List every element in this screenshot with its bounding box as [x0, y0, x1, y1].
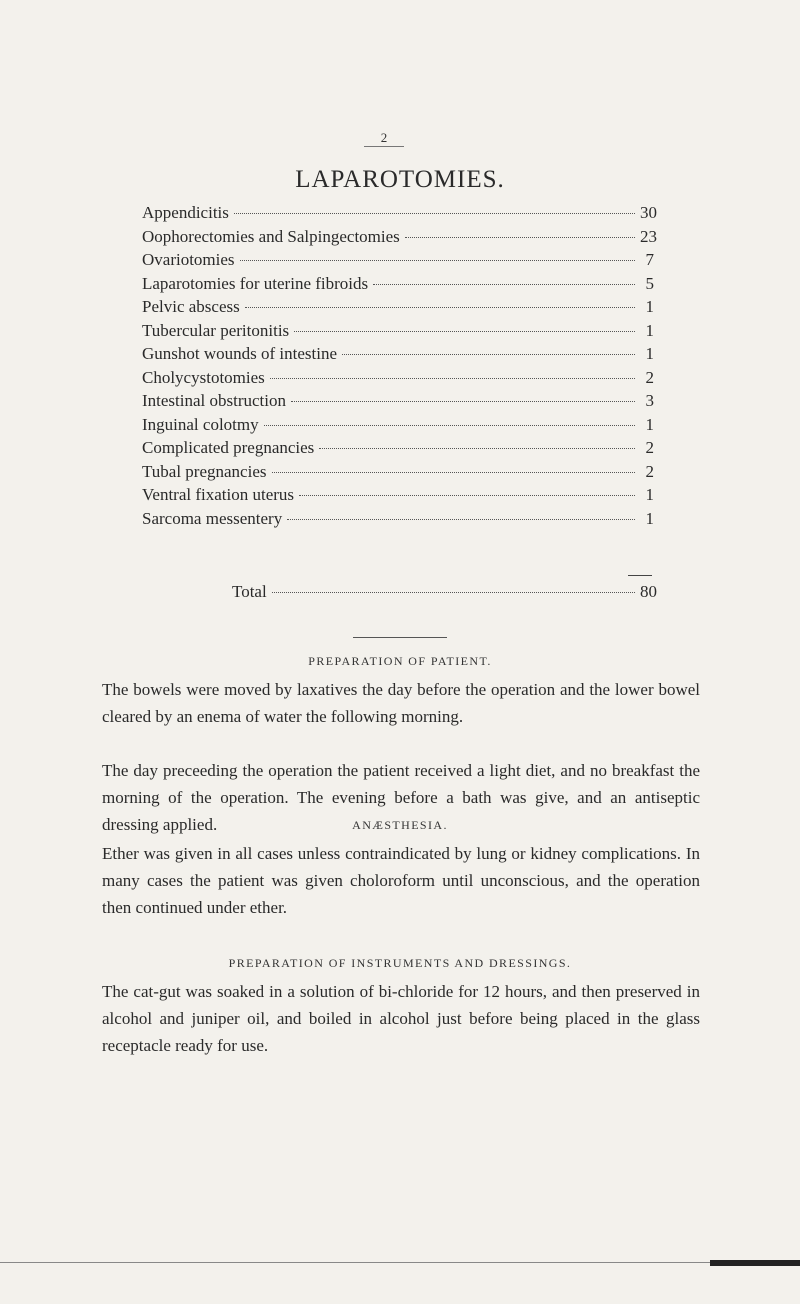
operation-count: 1: [645, 297, 654, 316]
operation-count: 1: [645, 320, 654, 340]
dot-leader: [240, 260, 635, 261]
section-heading-preparation-of-instruments: PREPARATION OF INSTRUMENTS AND DRESSINGS.: [228, 956, 572, 970]
paragraph: Ether was given in all cases unless contraindicated by lung or kidney complications. In many cases the patient was given choloroform until unconscious, and the operation then continued under ether.: [102, 844, 700, 917]
operation-count: 1: [645, 344, 654, 363]
dot-leader: [272, 472, 636, 473]
page-title: LAPAROTOMIES.: [295, 166, 505, 193]
operation-label: Ventral fixation uterus: [142, 485, 295, 504]
operation-count: 5: [645, 273, 654, 293]
dot-leader: [299, 495, 635, 496]
dot-leader: [342, 354, 635, 355]
paragraph: The cat-gut was soaked in a solution of bi-chloride for 12 hours, and then preserved in alcohol and juniper oil, and boiled in alcohol just before being placed in the glass receptacle ready for use.: [102, 982, 700, 1055]
list-item: [142, 297, 654, 321]
operation-label: Tubal pregnancies: [142, 461, 267, 481]
list-item: [142, 391, 654, 415]
total-label: Total: [232, 582, 267, 601]
total-count: 80: [640, 582, 657, 601]
dot-leader: [319, 448, 635, 449]
list-item: [142, 368, 654, 392]
dot-leader: [294, 331, 635, 332]
dot-leader: [291, 401, 635, 402]
operation-label: Intestinal obstruction: [142, 391, 287, 410]
binding-edge-mark: [710, 1260, 800, 1266]
page-number: 2: [364, 130, 404, 147]
operation-label: Pelvic abscess: [142, 297, 240, 316]
section-heading-anaesthesia: ANÆSTHESIA.: [352, 818, 448, 832]
list-item: [142, 485, 654, 509]
dot-leader: [245, 307, 635, 308]
dot-leader: [373, 284, 635, 285]
page-frame-line: [0, 1262, 800, 1263]
operation-count: 23: [640, 226, 657, 246]
operation-label: Appendicitis: [142, 203, 229, 222]
list-item: [142, 321, 654, 345]
list-item: [142, 344, 654, 368]
operation-label: Ovariotomies: [142, 250, 235, 269]
paragraph: The bowels were moved by laxatives the day before the operation and the lower bowel cleared by an enema of water the following morning.: [102, 680, 700, 726]
operation-count: 30: [640, 203, 657, 222]
list-item: [142, 509, 654, 533]
dot-leader: [234, 213, 635, 214]
dot-leader: [287, 519, 635, 520]
operation-label: Tubercular peritonitis: [142, 320, 290, 340]
total-row: [232, 582, 657, 606]
operation-label: Oophorectomies and Salpingectomies: [142, 226, 400, 246]
operation-label: Laparotomies for uterine fibroids: [142, 273, 369, 293]
operation-label: Inguinal colotmy: [142, 414, 259, 434]
operation-label: Gunshot wounds of intestine: [142, 344, 338, 363]
section-divider: [353, 637, 447, 638]
dot-leader: [264, 425, 635, 426]
operation-count: 7: [645, 250, 654, 269]
dot-leader: [405, 237, 635, 238]
operation-count: 1: [645, 414, 654, 434]
operation-count: 1: [645, 485, 654, 504]
operation-count: 2: [645, 367, 654, 387]
list-item: [142, 203, 657, 227]
list-item: [142, 415, 654, 439]
list-item: [142, 462, 654, 486]
operation-label: Sarcoma messentery: [142, 508, 283, 528]
operation-label: Complicated pregnancies: [142, 438, 315, 457]
operation-count: 2: [645, 438, 654, 457]
dot-leader: [272, 592, 635, 593]
operation-count: 1: [645, 508, 654, 528]
list-item: [142, 250, 654, 274]
list-item: [142, 274, 654, 298]
operation-count: 3: [645, 391, 654, 410]
list-item: [142, 226, 657, 251]
section-heading-preparation-of-patient: PREPARATION OF PATIENT.: [308, 654, 492, 668]
list-item: [142, 438, 654, 462]
dot-leader: [270, 378, 635, 379]
operations-list: [142, 203, 657, 532]
operation-label: Cholycystotomies: [142, 367, 265, 387]
paragraph: The day preceeding the operation the patient received a light diet, and no breakfast the morning of the operation. The evening before a bath was give, and an antiseptic dressing applied.: [102, 761, 700, 834]
sum-rule: [628, 575, 652, 576]
operation-count: 2: [645, 461, 654, 481]
